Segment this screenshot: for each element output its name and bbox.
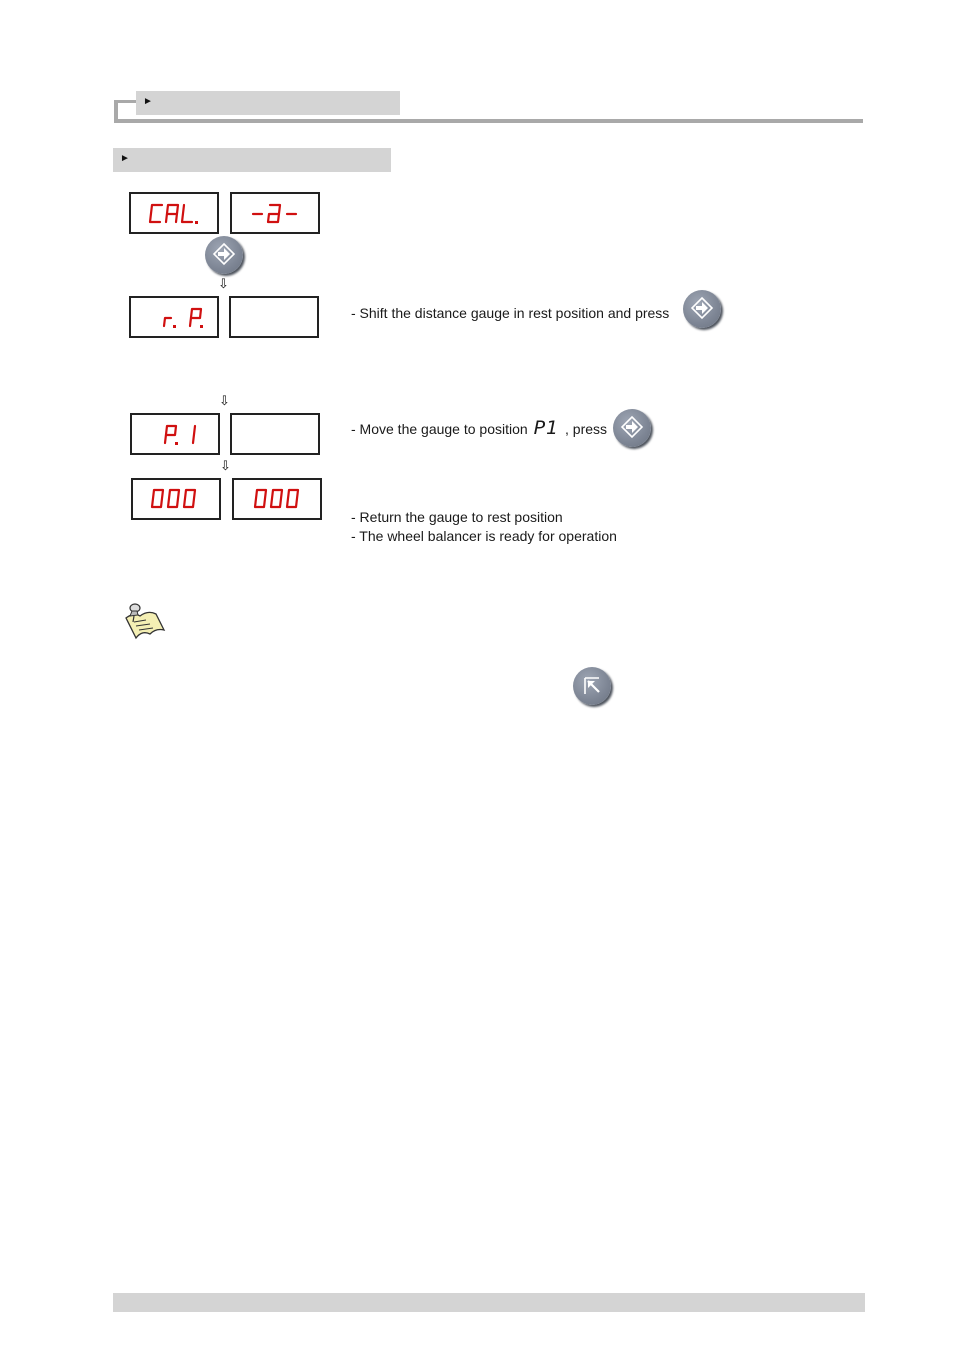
header-rule-stub-top [114, 100, 136, 103]
enter-button-icon [613, 409, 651, 447]
footer-bar [113, 1293, 865, 1312]
step2-prefix: - Move the gauge to position [351, 421, 528, 437]
step2-instruction [351, 419, 607, 439]
section-title-bar [136, 91, 400, 115]
exit-button[interactable] [573, 667, 611, 705]
note-pin-icon [120, 600, 168, 644]
section-marker: ► [143, 96, 153, 107]
enter-button-step1[interactable] [683, 290, 721, 328]
display-row1-right [230, 192, 320, 234]
enter-button-step2[interactable] [613, 409, 651, 447]
subsection-title-bar [113, 148, 391, 172]
display-row2-left [129, 296, 219, 338]
step1-text: - Shift the distance gauge in rest position and press [351, 305, 670, 321]
led-glyphs [232, 194, 318, 232]
header-rule-stub [114, 100, 118, 122]
display-row2-right [229, 296, 319, 338]
down-arrow-icon: ⇩ [218, 276, 229, 291]
down-arrow-icon: ⇩ [220, 458, 231, 473]
subsection-marker: ► [120, 153, 130, 164]
enter-button-icon [205, 236, 243, 274]
led-glyphs [132, 415, 218, 453]
step3-line1-text: - Return the gauge to rest position [351, 509, 563, 525]
enter-button-icon [683, 290, 721, 328]
display-row3-right [230, 413, 320, 455]
display-row1-left [129, 192, 219, 234]
step2-suffix: , press [565, 421, 608, 437]
step3-line2-text: - The wheel balancer is ready for operation [351, 528, 617, 544]
led-glyphs [133, 480, 219, 518]
led-glyphs [131, 298, 217, 336]
enter-button[interactable] [205, 236, 243, 274]
step1-instruction [351, 304, 669, 323]
display-row3-left [130, 413, 220, 455]
exit-button-icon [573, 667, 611, 705]
display-row4-right [232, 478, 322, 520]
header-rule [114, 119, 863, 123]
led-glyphs [131, 194, 217, 232]
step3-line1 [351, 508, 563, 527]
led-glyphs [234, 480, 320, 518]
step2-position-symbol: P1 [533, 417, 560, 439]
step3-line2 [351, 527, 617, 546]
display-row4-left [131, 478, 221, 520]
down-arrow-icon: ⇩ [219, 393, 230, 408]
